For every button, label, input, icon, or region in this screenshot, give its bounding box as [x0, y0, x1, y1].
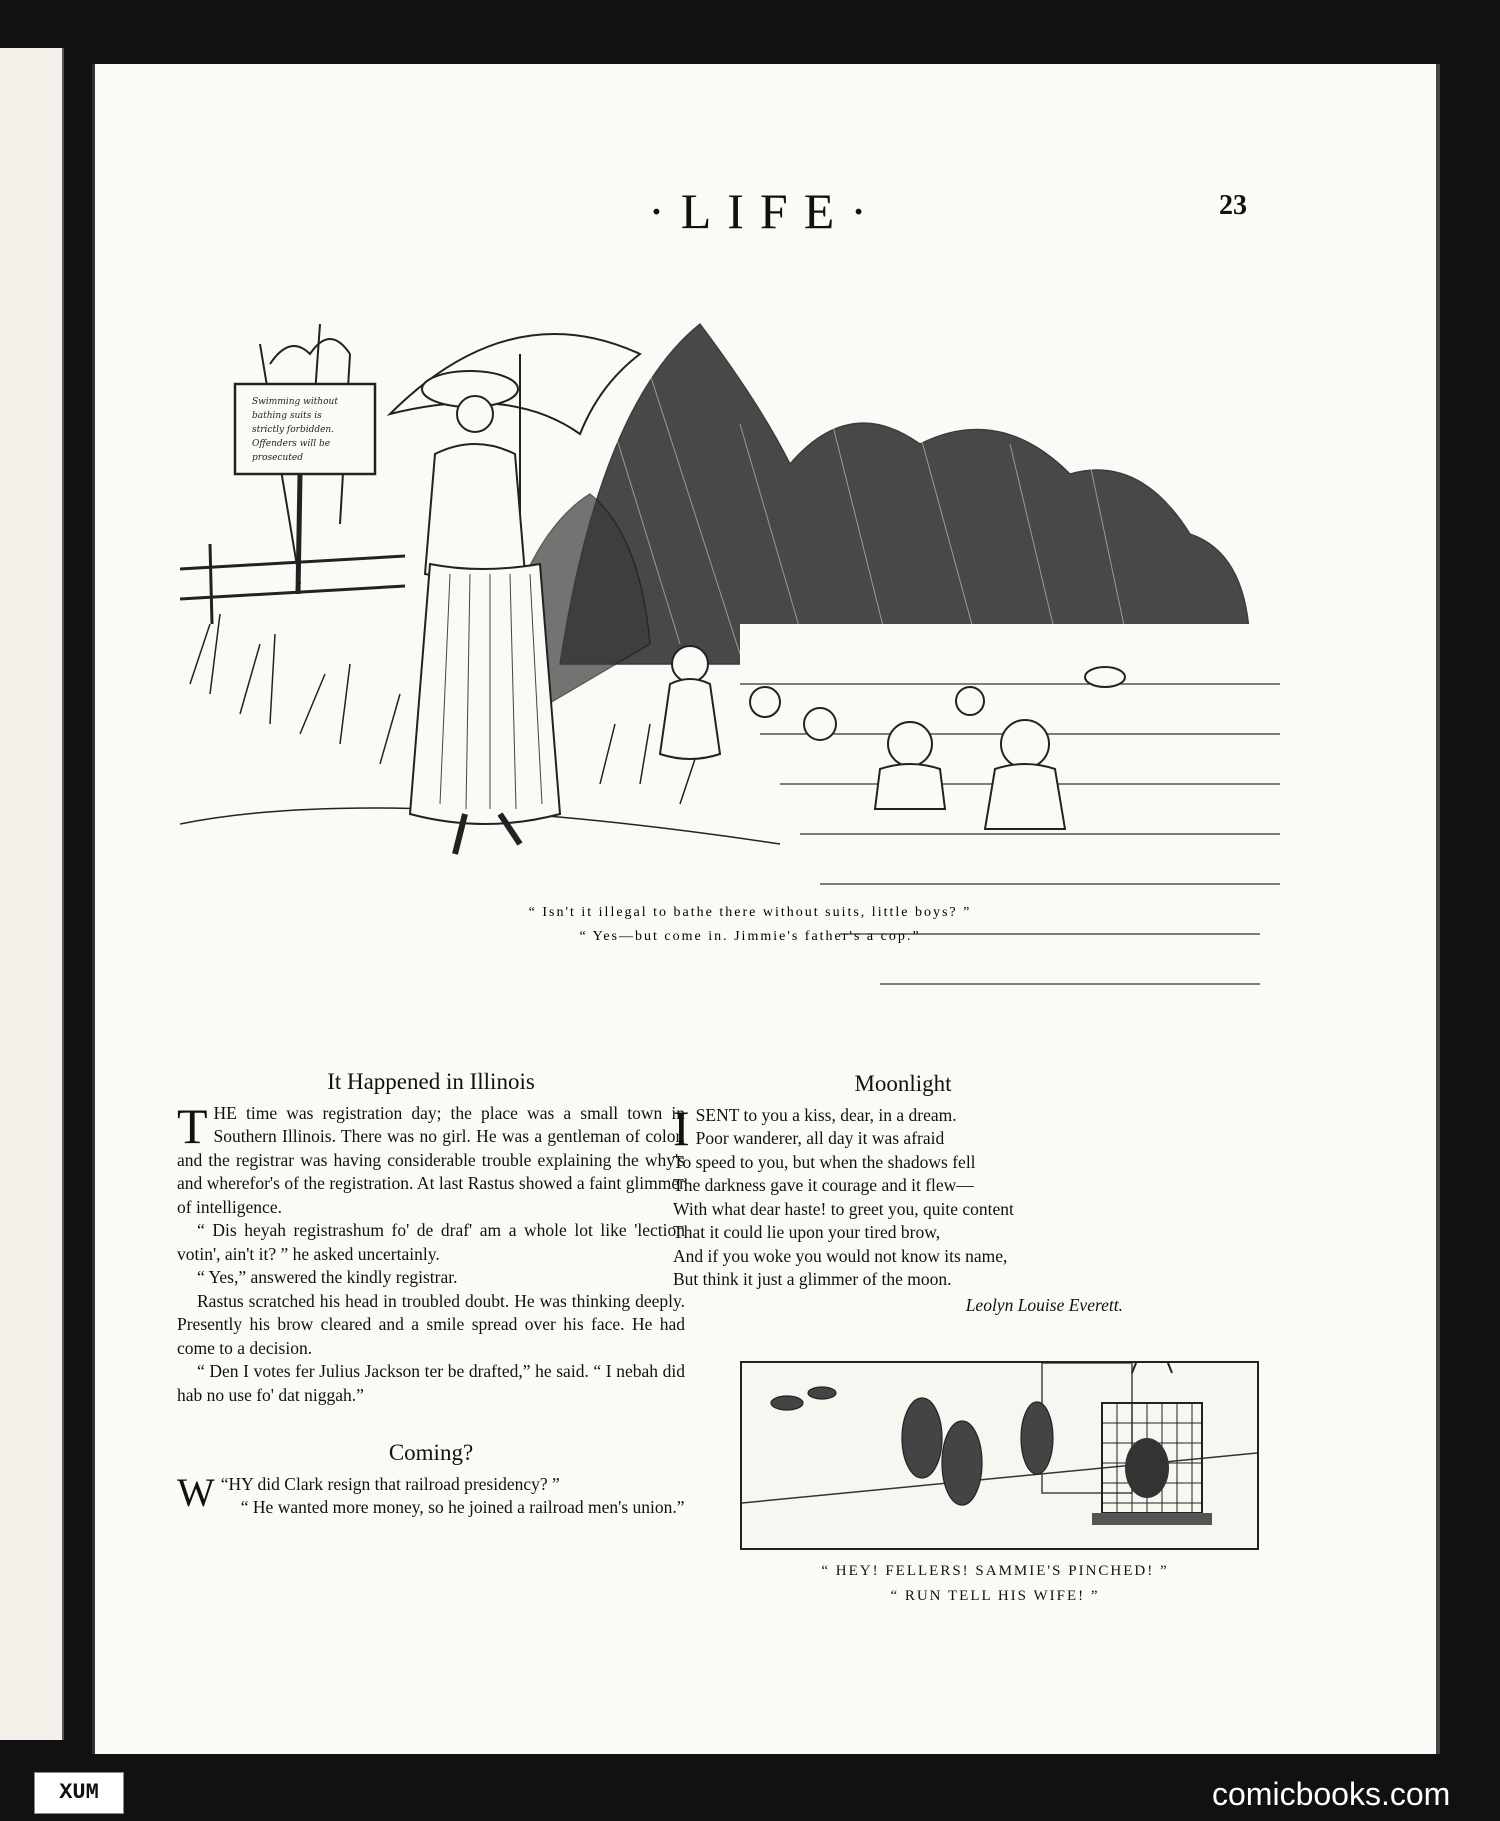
bathing-boys-illustration: [180, 264, 1320, 1084]
mice-cartoon-illustration: [740, 1361, 1259, 1550]
magazine-title: ·LIFE·: [648, 183, 883, 239]
poem-author: Leolyn Louise Everett.: [965, 1294, 1123, 1315]
poem-moonlight-dropcap: I: [673, 1099, 690, 1156]
footer-label: XUM: [34, 1772, 124, 1814]
poem-line: That it could lie upon your tired brow,: [673, 1222, 941, 1242]
mice-caption-line-1: “ HEY! FELLERS! SAMMIE'S PINCHED! ”: [821, 1563, 1169, 1579]
article-illinois-paragraph: “ Den I votes fer Julius Jackson ter be drafted,” he said. “ I nebah did hab no use fo' dat niggah.”: [177, 1361, 685, 1405]
article-illinois-dropcap: T: [177, 1097, 208, 1154]
article-coming-open-quote: “: [220, 1473, 229, 1494]
mice-cartoon-caption: [655, 1559, 1335, 1609]
article-coming-first-paragraph: HY did Clark resign that railroad presidency? ”: [228, 1473, 560, 1494]
article-illinois-paragraph: Rastus scratched his head in troubled doubt. He was thinking deeply. Presently his brow cleared and a smile spread over his face. He had come to a decision.: [177, 1290, 685, 1358]
article-illinois-title: It Happened in Illinois: [327, 1069, 535, 1094]
mice-caption-line-2: “ RUN TELL HIS WIFE! ”: [890, 1588, 1100, 1604]
sign-line: bathing suits is: [252, 411, 322, 421]
poem-line: But think it just a glimmer of the moon.: [673, 1269, 952, 1289]
article-coming-paragraph: “ He wanted more money, so he joined a railroad men's union.”: [240, 1497, 685, 1517]
poem-line: The darkness gave it courage and it flew—: [673, 1175, 974, 1195]
sign-line: strictly forbidden.: [252, 425, 335, 435]
poem-line: To speed to you, but when the shadows fell: [673, 1151, 976, 1172]
article-illinois-paragraph: “ Yes,” answered the kindly registrar.: [197, 1267, 458, 1287]
cartoon-caption-line-1: “ Isn't it illegal to bathe there without suits, little boys? ”: [528, 905, 972, 920]
poem-line: With what dear haste! to greet you, quite content: [673, 1198, 1014, 1219]
article-coming-title: Coming?: [388, 1440, 474, 1465]
poem-line: Poor wanderer, all day it was afraid: [695, 1128, 945, 1148]
article-illinois: [177, 1070, 685, 1520]
magazine-page: [92, 64, 1440, 1754]
poem-moonlight-title: Moonlight: [854, 1071, 952, 1096]
article-coming-dropcap: W: [177, 1469, 215, 1515]
sign-line: prosecuted: [252, 453, 303, 463]
sign-line: Swimming without: [252, 397, 338, 407]
cartoon-caption-line-2: “ Yes—but come in. Jimmie's father's a cop.”: [579, 929, 921, 944]
page-number: 23: [1219, 190, 1247, 221]
left-page-edge: [0, 48, 64, 1740]
article-illinois-paragraph: “ Dis heyah registrashum fo' de draf' am a whole lot like 'lection votin', ain't it? ” he asked uncertainly.: [177, 1220, 685, 1264]
poem-moonlight: [673, 1072, 1133, 1317]
poem-line: And if you woke you would not know its name,: [673, 1245, 1008, 1266]
poem-line: SENT to you a kiss, dear, in a dream.: [695, 1104, 957, 1125]
sign-line: Offenders will be: [252, 439, 331, 449]
mouse-trap-cage: [1092, 1361, 1212, 1525]
article-illinois-first-paragraph: HE time was registration day; the place was a small town in Southern Illinois. There was no girl. He was a gentleman of color, and the registrar was having considerable trouble explaining the why's and wherefor's of the registration. At last Rastus showed a faint glimmer of intelligence.: [177, 1102, 685, 1217]
site-watermark: comicbooks.com: [1212, 1776, 1451, 1812]
